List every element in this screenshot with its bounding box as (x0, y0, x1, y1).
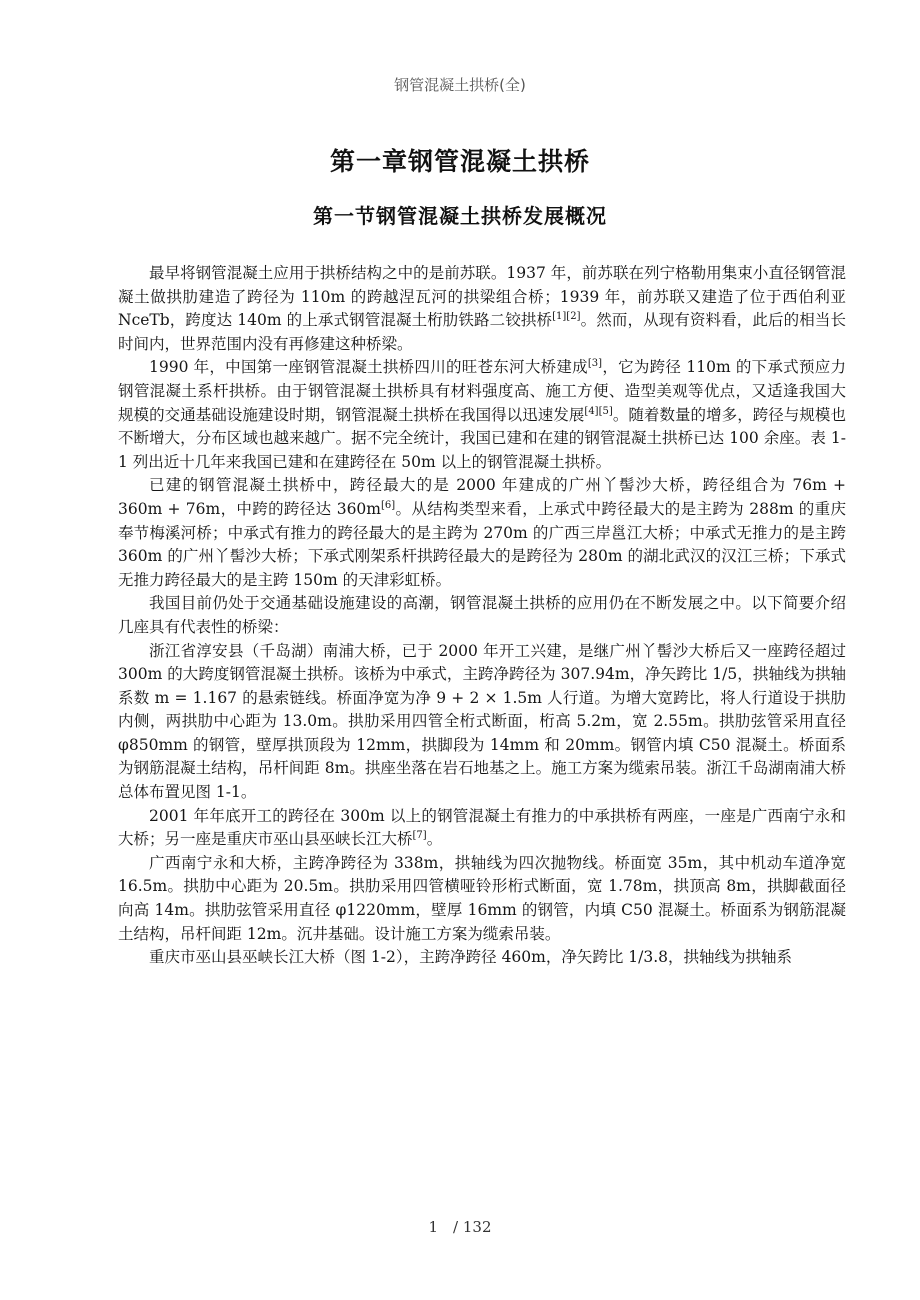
paragraph-text: 浙江省淳安县（千岛湖）南浦大桥，已于 2000 年开工兴建，是继广州丫髻沙大桥后又一座跨径超过 300m 的大跨度钢管混凝土拱桥。该桥为中承式，主跨净跨径为 307.94m，净矢跨比 1/5，拱轴线为拱轴系数 m = 1.167 的悬索链线。桥面净宽为净 9 + 2 × 1.5m 人行道。为增大宽跨比，将人行道设于拱肋内侧，两拱肋中心距为 13.0m。拱肋采用四管全桁式断面，桁高 5.2m，宽 2.55m。拱肋弦管采用直径 φ850mm 的钢管，壁厚拱顶段为 12mm，拱脚段为 14mm 和 20mm。钢管内填 C50 混凝土。桥面系为钢筋混凝土结构，吊杆间距 8m。拱座坐落在岩石地基之上。施工方案为缆索吊装。浙江千岛湖南浦大桥总体布置见图 1-1。 (118, 641, 846, 802)
citation: [3] (587, 358, 603, 370)
paragraph-text: 1990 年，中国第一座钢管混凝土拱桥四川的旺苍东河大桥建成 (149, 358, 588, 377)
chapter-title: 第一章钢管混凝土拱桥 (329, 147, 590, 176)
paragraph-2 (118, 356, 846, 474)
citation: [6] (381, 499, 396, 511)
paragraph-text: 广西南宁永和大桥，主跨净跨径为 338m，拱轴线为四次抛物线。桥面宽 35m，其中机动车道净宽 16.5m。拱肋中心距为 20.5m。拱肋采用四管横哑铃形桁式断面，宽 1.78m，拱顶高 8m，拱脚截面径向高 14m。拱肋弦管采用直径 φ1220mm，壁厚 16mm 的钢管，内填 C50 混凝土。桥面系为钢筋混凝土结构，吊杆间距 12m。沉井基础。设计施工方案为缆索吊装。 (118, 853, 846, 943)
paragraph-6 (118, 805, 846, 852)
paragraph-text: 最早将钢管混凝土应用于拱桥结构之中的是前苏联。1937 年，前苏联在列宁格勒用集束小直径钢管混凝土做拱肋建造了跨径为 110m 的跨越涅瓦河的拱梁组合桥；1939 年，前苏联又建造了位于西伯利亚 NceTb，跨度达 140m 的上承式钢管混凝土桁肋铁路二铰拱桥 (118, 264, 846, 330)
paragraph-5 (118, 640, 846, 805)
body-text (118, 262, 846, 970)
paragraph-8 (118, 946, 846, 970)
running-header: 钢管混凝土拱桥(全) (394, 76, 526, 94)
paragraph-text: 。然而，从现有资料看，此后的相当长时间内，世界范围内没有再修建这种桥梁。 (118, 311, 846, 353)
paragraph-text: 已建的钢管混凝土拱桥中，跨径最大的是 2000 年建成的广州丫髻沙大桥，跨径组合为 76m + 360m + 76m，中跨的跨径达 360m (118, 476, 846, 518)
citation: [7] (412, 830, 427, 842)
page-number: 1 / 132 (428, 1218, 492, 1236)
paragraph-text: 我国目前仍处于交通基础设施建设的高潮，钢管混凝土拱桥的应用仍在不断发展之中。以下简要介绍几座具有代表性的桥梁： (118, 594, 846, 636)
citation: [1][2] (552, 311, 581, 323)
paragraph-4 (118, 592, 846, 639)
paragraph-text: 。 (426, 830, 443, 849)
citation: [4][5] (584, 405, 613, 417)
paragraph-text: 2001 年年底开工的跨径在 300m 以上的钢管混凝土有推力的中承拱桥有两座，一座是广西南宁永和大桥；另一座是重庆市巫山县巫峡长江大桥 (118, 806, 846, 849)
paragraph-text: ，它为跨径 110m 的下承式预应力钢管混凝土系杆拱桥。由于钢管混凝土拱桥具有材料强度高、施工方便、造型美观等优点，又适逢我国大规模的交通基础设施建设时期，钢管混凝土拱桥在我国得以迅速发展 (118, 358, 846, 424)
paragraph-3 (118, 474, 846, 592)
section-title: 第一节钢管混凝土拱桥发展概况 (313, 204, 607, 228)
paragraph-text: 。从结构类型来看，上承式中跨径最大的是主跨为 288m 的重庆奉节梅溪河桥；中承式有推力的跨径最大的是主跨为 270m 的广西三岸邕江大桥；中承式无推力的是主跨 360m 的广州丫髻沙大桥；下承式刚架系杆拱跨径最大的是跨径为 280m 的湖北武汉的汉江三桥；下承式无推力跨径最大的是主跨 150m 的天津彩虹桥。 (118, 499, 846, 589)
paragraph-text: 。随着数量的增多，跨径与规模也不断增大，分布区域也越来越广。据不完全统计，我国已建和在建的钢管混凝土拱桥已达 100 余座。表 1-1 列出近十几年来我国已建和在建跨径在 50m 以上的钢管混凝土拱桥。 (118, 405, 846, 471)
paragraph-text: 重庆市巫山县巫峡长江大桥（图 1-2），主跨净跨径 460m，净矢跨比 1/3.8，拱轴线为拱轴系 (149, 948, 793, 967)
paragraph-7 (118, 852, 846, 946)
paragraph-1 (118, 262, 846, 356)
